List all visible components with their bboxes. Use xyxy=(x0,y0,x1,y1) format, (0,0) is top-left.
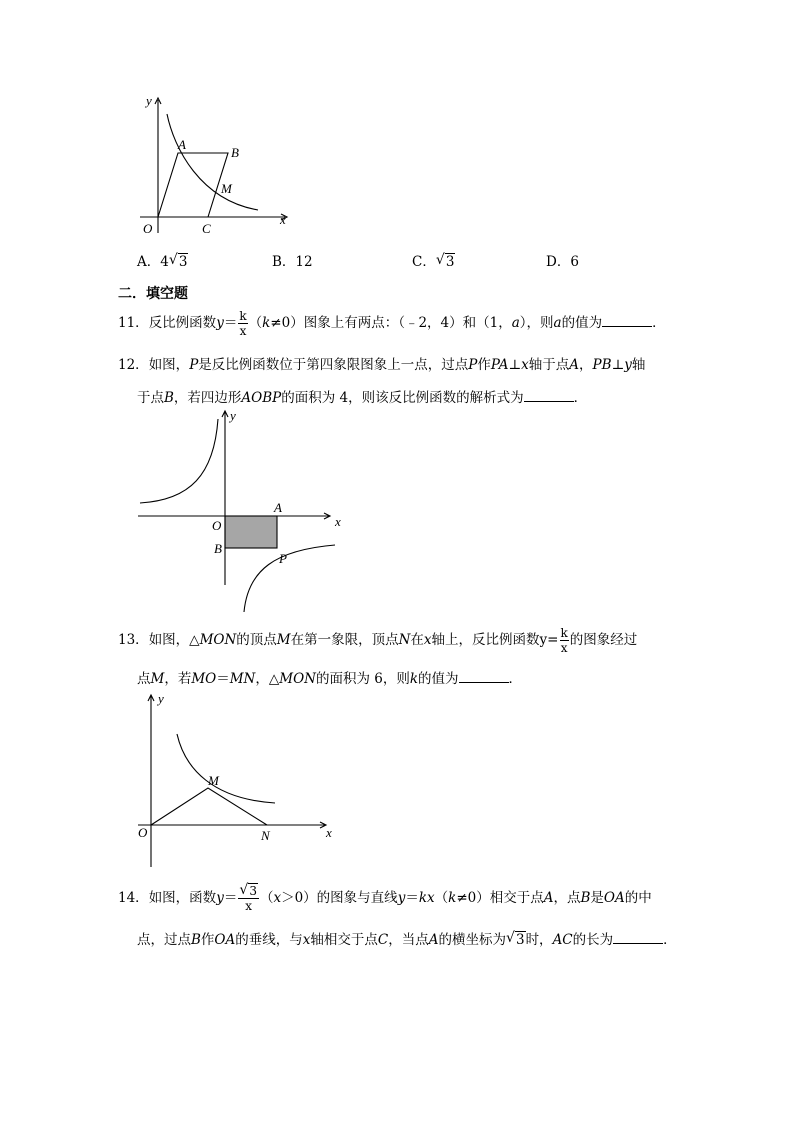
hyperbola-branch-2 xyxy=(140,419,218,503)
q14-frac-num xyxy=(238,885,259,899)
figure-q12 xyxy=(130,405,355,615)
option-c-radicand: 3 xyxy=(445,254,455,270)
label-c: C xyxy=(202,221,211,236)
label-y: y xyxy=(146,93,152,108)
q14-b: B xyxy=(580,890,591,906)
q14-t16: 的长为 xyxy=(572,932,614,948)
q14-t2: （ xyxy=(259,890,274,906)
q12-p: P xyxy=(189,357,199,373)
q11-eq: ＝ xyxy=(223,315,238,331)
label-x: x xyxy=(326,825,332,840)
label-b: B xyxy=(231,145,239,160)
option-a-radicand: 3 xyxy=(178,254,188,270)
q13-frac-num: k xyxy=(560,626,568,640)
q12-t9: 的面积为 4，则该反比例函数的解析式为 xyxy=(281,390,524,406)
q13-t1: 如图，△ xyxy=(148,632,200,648)
question-12-line2 xyxy=(137,386,587,406)
option-d-letter: D． xyxy=(546,254,571,270)
q12-t4: 轴于点 xyxy=(528,357,570,373)
q11-answer-blank[interactable] xyxy=(602,314,652,327)
q13-k: k xyxy=(409,671,419,687)
q14-y: y xyxy=(216,890,224,906)
label-a: A xyxy=(178,137,186,152)
parallelogram-oabc xyxy=(158,153,228,217)
q12-t2: 是反比例函数位于第四象限图象上一点，过点 xyxy=(198,357,469,373)
option-d[interactable] xyxy=(546,250,579,270)
q14-t4: （ xyxy=(434,890,449,906)
q14-number: 14． xyxy=(118,890,149,906)
question-14-line2 xyxy=(137,928,677,948)
q12-t5: ， xyxy=(579,357,593,373)
question-14-line1 xyxy=(118,885,652,912)
label-b: B xyxy=(214,541,222,556)
q14-t11: 的垂线，与 xyxy=(235,932,303,948)
q13-answer-blank[interactable] xyxy=(459,670,509,683)
q14-oa2: OA xyxy=(214,932,236,948)
q14-t8: 的中 xyxy=(624,890,652,906)
question-12-line1 xyxy=(118,353,645,373)
q14-a2: A xyxy=(428,932,439,948)
q11-number: 11． xyxy=(118,315,149,331)
q13-t7: 点 xyxy=(137,671,151,687)
q11-a: a xyxy=(511,315,520,331)
q13-t2: 的顶点 xyxy=(236,632,277,648)
q13-mon: MON xyxy=(199,632,237,648)
q14-t10: 作 xyxy=(200,932,215,948)
q12-a: A xyxy=(569,357,580,373)
option-c-sqrt xyxy=(436,254,456,270)
q14-radicand: 3 xyxy=(515,932,525,948)
q11-frac-den: x xyxy=(239,324,247,338)
option-c[interactable] xyxy=(412,250,455,270)
option-a[interactable] xyxy=(137,250,188,270)
q14-t15: 时， xyxy=(525,932,553,948)
q12-perp2: ⊥ xyxy=(611,357,625,373)
q12-end: ． xyxy=(573,390,588,406)
q13-m: M xyxy=(276,632,291,648)
option-b-letter: B． xyxy=(272,254,296,270)
q14-x2: x xyxy=(302,932,311,948)
q11-text4: 的值为 xyxy=(561,315,603,331)
q14-sqrt xyxy=(506,932,526,948)
q13-n: N xyxy=(398,632,411,648)
figure-q10 xyxy=(130,88,300,238)
q14-k: k xyxy=(448,890,457,906)
label-o: O xyxy=(212,518,222,533)
q11-text3: ），则 xyxy=(519,315,554,331)
q14-t13: ，当点 xyxy=(388,932,429,948)
q12-aobp: AOBP xyxy=(241,390,282,406)
option-b-text: 12 xyxy=(295,254,313,270)
label-y: y xyxy=(230,408,236,423)
q14-answer-blank[interactable] xyxy=(613,931,663,944)
figure-q13 xyxy=(133,687,343,872)
hyperbola-curve xyxy=(177,734,275,803)
label-x: x xyxy=(335,514,341,529)
q11-text1: 反比例函数 xyxy=(148,315,217,331)
q14-eq: ＝ xyxy=(223,890,238,906)
q14-b2: B xyxy=(191,932,201,948)
q14-c: C xyxy=(377,932,389,948)
question-13-line1 xyxy=(118,627,637,654)
option-a-letter: A． xyxy=(137,254,161,270)
question-13-line2 xyxy=(137,667,522,687)
q12-t3: 作 xyxy=(477,357,491,373)
q13-m2: M xyxy=(150,671,165,687)
q11-frac-num: k xyxy=(239,309,247,323)
q14-eq2: ＝ xyxy=(405,890,419,906)
q14-kx: kx xyxy=(418,890,435,906)
q12-t1: 如图， xyxy=(148,357,190,373)
q12-t7: 于点 xyxy=(137,390,164,406)
question-11 xyxy=(118,310,666,337)
q12-number: 12． xyxy=(118,357,149,373)
q14-t14: 的横坐标为 xyxy=(438,932,506,948)
q12-answer-blank[interactable] xyxy=(524,389,574,402)
q14-ac: AC xyxy=(552,932,573,948)
triangle-mon xyxy=(151,788,267,825)
option-a-coef: 4 xyxy=(160,254,169,270)
q11-fraction xyxy=(238,310,247,337)
q11-y: y xyxy=(216,315,224,331)
q14-y2: y xyxy=(397,890,406,906)
q13-t6: 的图象经过 xyxy=(569,632,638,648)
q11-paren: （ xyxy=(248,315,263,331)
q12-b: B xyxy=(164,390,174,406)
q12-t8: ，若四边形 xyxy=(173,390,242,406)
q13-x: x xyxy=(423,632,432,648)
label-a: A xyxy=(274,500,282,515)
section-heading: 二．填空题 xyxy=(118,286,188,302)
q14-t7: 是 xyxy=(590,890,604,906)
q13-mo: MO xyxy=(191,671,217,687)
q13-t4: 在 xyxy=(410,632,424,648)
q13-t5: 轴上，反比例函数 xyxy=(431,632,540,648)
q14-t12: 轴相交于点 xyxy=(310,932,378,948)
q13-t8: ，若 xyxy=(164,671,192,687)
q14-x: x xyxy=(273,890,282,906)
q14-a: A xyxy=(543,890,554,906)
q11-cond: ≠0） xyxy=(270,315,304,331)
q12-t6: 轴 xyxy=(631,357,646,373)
q13-end: ． xyxy=(508,671,523,687)
label-p: P xyxy=(279,551,287,566)
q14-t5: ≠0）相交于点 xyxy=(456,890,544,906)
q13-t10: 的面积为 6，则 xyxy=(315,671,410,687)
label-m: M xyxy=(208,773,219,788)
q13-t3: 在第一象限，顶点 xyxy=(290,632,399,648)
q14-frac-sqrt xyxy=(239,885,258,897)
label-m: M xyxy=(221,181,232,196)
q14-oa: OA xyxy=(603,890,625,906)
q14-fraction xyxy=(238,885,259,912)
option-d-text: 6 xyxy=(570,254,579,270)
q11-a2: a xyxy=(553,315,562,331)
label-n: N xyxy=(261,828,270,843)
q12-y: y xyxy=(624,357,632,373)
q14-t1: 如图，函数 xyxy=(148,890,217,906)
q12-pa: PA xyxy=(490,357,509,373)
q12-perp1: ⊥ xyxy=(508,357,522,373)
q14-end: ． xyxy=(663,932,677,948)
q14-t6: ，点 xyxy=(553,890,581,906)
shaded-rectangle-aobp xyxy=(225,516,277,548)
q13-t9: ，△ xyxy=(255,671,280,687)
q13-fraction xyxy=(560,627,569,654)
q14-frac-radicand: 3 xyxy=(249,884,257,898)
q14-frac-den: x xyxy=(245,899,253,913)
q11-end: ． xyxy=(652,315,666,331)
q13-t11: 的值为 xyxy=(418,671,459,687)
q12-pb: PB xyxy=(592,357,612,373)
option-a-sqrt xyxy=(169,254,189,270)
q11-k: k xyxy=(262,315,271,331)
hyperbola-curve xyxy=(167,114,258,210)
q13-mon2: MON xyxy=(279,671,316,687)
label-x: x xyxy=(280,212,286,227)
q12-p2: P xyxy=(468,357,478,373)
hyperbola-branch-4 xyxy=(244,545,335,612)
q13-number: 13． xyxy=(118,632,149,648)
q11-text2: 图象上有两点：（﹣2，4）和（1， xyxy=(303,315,512,331)
label-o: O xyxy=(138,825,148,840)
q14-t3: ＞0）的图象与直线 xyxy=(281,890,398,906)
q12-x: x xyxy=(521,357,529,373)
q13-mn: MN xyxy=(229,671,256,687)
label-o: O xyxy=(143,221,153,236)
q13-eq: ＝ xyxy=(216,671,230,687)
q13-yeq: y= xyxy=(539,632,559,648)
label-y: y xyxy=(158,691,164,706)
q14-t9: 点，过点 xyxy=(137,932,191,948)
option-c-letter: C． xyxy=(412,254,436,270)
option-b[interactable] xyxy=(272,250,313,270)
q13-frac-den: x xyxy=(560,641,568,655)
